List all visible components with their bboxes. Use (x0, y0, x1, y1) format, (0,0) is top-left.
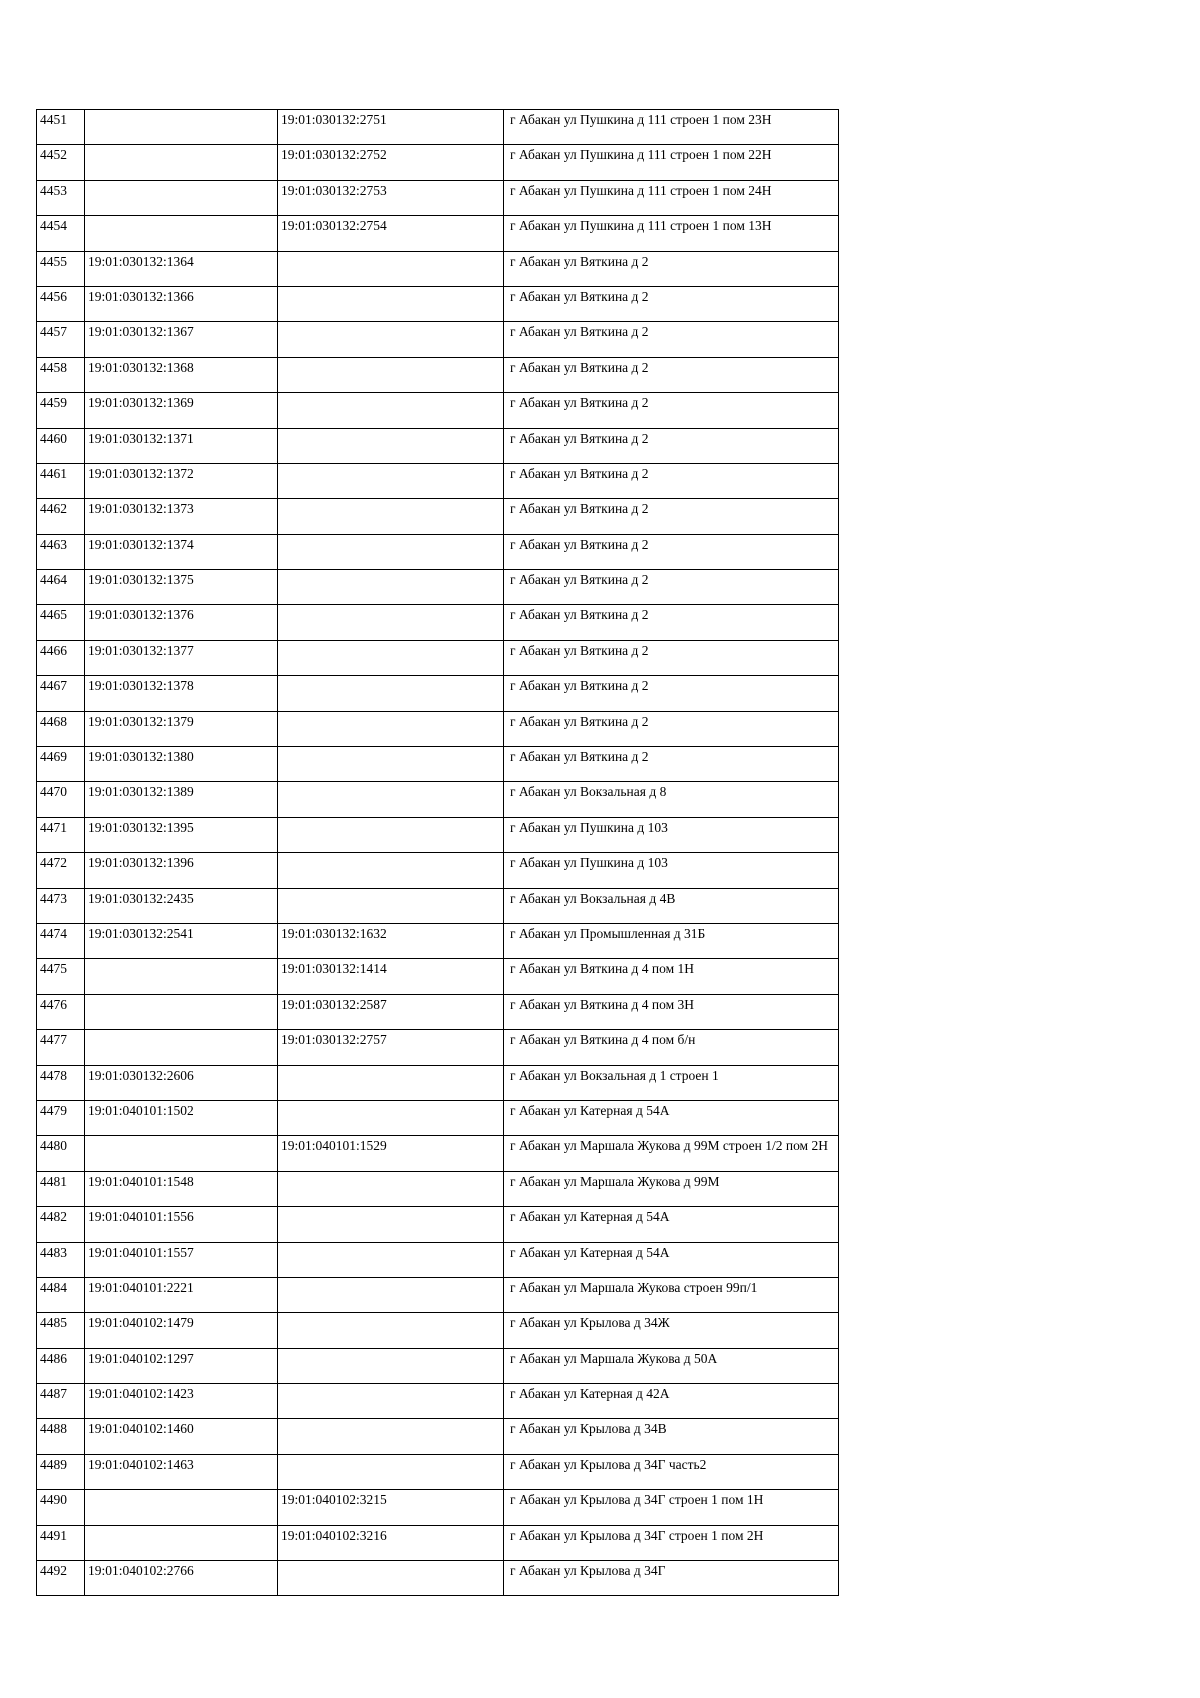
building-cadastral-number-cell (278, 605, 504, 640)
cadastral-number-cell: 19:01:030132:1378 (85, 676, 278, 711)
row-number-cell: 4464 (37, 570, 85, 605)
row-number-cell: 4473 (37, 888, 85, 923)
address-cell: г Абакан ул Крылова д 34В (504, 1419, 839, 1454)
address-cell: г Абакан ул Вокзальная д 4В (504, 888, 839, 923)
building-cadastral-number-cell (278, 251, 504, 286)
building-cadastral-number-cell (278, 676, 504, 711)
building-cadastral-number-cell (278, 1348, 504, 1383)
row-number-cell: 4488 (37, 1419, 85, 1454)
building-cadastral-number-cell (278, 570, 504, 605)
cadastral-number-cell: 19:01:030132:1377 (85, 640, 278, 675)
table-row (37, 1454, 839, 1489)
row-number-cell: 4463 (37, 534, 85, 569)
cadastral-number-cell: 19:01:040101:1556 (85, 1207, 278, 1242)
row-number-cell: 4461 (37, 463, 85, 498)
address-cell: г Абакан ул Пушкина д 111 строен 1 пом 23Н (504, 110, 839, 145)
building-cadastral-number-cell (278, 782, 504, 817)
table-row (37, 1100, 839, 1135)
address-cell: г Абакан ул Вяткина д 2 (504, 711, 839, 746)
table-row (37, 357, 839, 392)
row-number-cell: 4492 (37, 1561, 85, 1596)
cadastral-number-cell: 19:01:040101:2221 (85, 1277, 278, 1312)
cadastral-number-cell: 19:01:040101:1502 (85, 1100, 278, 1135)
cadastral-number-cell (85, 216, 278, 251)
row-number-cell: 4469 (37, 747, 85, 782)
cadastral-number-cell (85, 145, 278, 180)
cadastral-number-cell: 19:01:030132:1364 (85, 251, 278, 286)
cadastral-number-cell (85, 994, 278, 1029)
building-cadastral-number-cell: 19:01:040102:3216 (278, 1525, 504, 1560)
row-number-cell: 4485 (37, 1313, 85, 1348)
table-row (37, 1030, 839, 1065)
table-row (37, 534, 839, 569)
row-number-cell: 4459 (37, 393, 85, 428)
building-cadastral-number-cell (278, 534, 504, 569)
address-cell: г Абакан ул Пушкина д 111 строен 1 пом 22Н (504, 145, 839, 180)
cadastral-number-cell: 19:01:030132:1367 (85, 322, 278, 357)
building-cadastral-number-cell (278, 1384, 504, 1419)
row-number-cell: 4467 (37, 676, 85, 711)
building-cadastral-number-cell: 19:01:040101:1529 (278, 1136, 504, 1171)
registry-table-body (37, 110, 839, 1596)
row-number-cell: 4452 (37, 145, 85, 180)
building-cadastral-number-cell (278, 1454, 504, 1489)
row-number-cell: 4481 (37, 1171, 85, 1206)
address-cell: г Абакан ул Вяткина д 4 пом 1Н (504, 959, 839, 994)
table-row (37, 711, 839, 746)
row-number-cell: 4479 (37, 1100, 85, 1135)
building-cadastral-number-cell (278, 711, 504, 746)
table-row (37, 322, 839, 357)
row-number-cell: 4477 (37, 1030, 85, 1065)
address-cell: г Абакан ул Вяткина д 2 (504, 605, 839, 640)
table-row (37, 251, 839, 286)
table-row (37, 216, 839, 251)
row-number-cell: 4471 (37, 817, 85, 852)
cadastral-number-cell (85, 180, 278, 215)
address-cell: г Абакан ул Крылова д 34Г строен 1 пом 2Н (504, 1525, 839, 1560)
building-cadastral-number-cell (278, 463, 504, 498)
building-cadastral-number-cell (278, 853, 504, 888)
building-cadastral-number-cell (278, 428, 504, 463)
table-row (37, 1313, 839, 1348)
building-cadastral-number-cell: 19:01:040102:3215 (278, 1490, 504, 1525)
cadastral-number-cell: 19:01:040102:1460 (85, 1419, 278, 1454)
table-row (37, 1561, 839, 1596)
table-row (37, 853, 839, 888)
building-cadastral-number-cell (278, 888, 504, 923)
building-cadastral-number-cell (278, 393, 504, 428)
address-cell: г Абакан ул Крылова д 34Г строен 1 пом 1Н (504, 1490, 839, 1525)
table-row (37, 393, 839, 428)
cadastral-number-cell: 19:01:040101:1548 (85, 1171, 278, 1206)
address-cell: г Абакан ул Крылова д 34Ж (504, 1313, 839, 1348)
cadastral-number-cell: 19:01:030132:1372 (85, 463, 278, 498)
cadastral-number-cell (85, 1030, 278, 1065)
address-cell: г Абакан ул Пушкина д 111 строен 1 пом 13Н (504, 216, 839, 251)
cadastral-number-cell: 19:01:040102:2766 (85, 1561, 278, 1596)
building-cadastral-number-cell (278, 1277, 504, 1312)
address-cell: г Абакан ул Вокзальная д 8 (504, 782, 839, 817)
cadastral-number-cell: 19:01:030132:1371 (85, 428, 278, 463)
row-number-cell: 4458 (37, 357, 85, 392)
building-cadastral-number-cell (278, 1065, 504, 1100)
address-cell: г Абакан ул Катерная д 54А (504, 1100, 839, 1135)
building-cadastral-number-cell (278, 1171, 504, 1206)
table-row (37, 1419, 839, 1454)
address-cell: г Абакан ул Вяткина д 2 (504, 393, 839, 428)
cadastral-number-cell: 19:01:030132:1376 (85, 605, 278, 640)
address-cell: г Абакан ул Пушкина д 111 строен 1 пом 24Н (504, 180, 839, 215)
building-cadastral-number-cell (278, 1419, 504, 1454)
row-number-cell: 4470 (37, 782, 85, 817)
row-number-cell: 4475 (37, 959, 85, 994)
cadastral-number-cell: 19:01:040101:1557 (85, 1242, 278, 1277)
table-row (37, 1490, 839, 1525)
cadastral-number-cell: 19:01:030132:1374 (85, 534, 278, 569)
row-number-cell: 4476 (37, 994, 85, 1029)
row-number-cell: 4460 (37, 428, 85, 463)
address-cell: г Абакан ул Вяткина д 2 (504, 463, 839, 498)
cadastral-number-cell: 19:01:030132:1369 (85, 393, 278, 428)
row-number-cell: 4480 (37, 1136, 85, 1171)
address-cell: г Абакан ул Пушкина д 103 (504, 853, 839, 888)
address-cell: г Абакан ул Вяткина д 2 (504, 676, 839, 711)
cadastral-number-cell (85, 1136, 278, 1171)
cadastral-number-cell: 19:01:030132:2541 (85, 923, 278, 958)
building-cadastral-number-cell: 19:01:030132:2754 (278, 216, 504, 251)
row-number-cell: 4466 (37, 640, 85, 675)
property-registry-table (36, 109, 839, 1596)
table-row (37, 1277, 839, 1312)
cadastral-number-cell (85, 1525, 278, 1560)
address-cell: г Абакан ул Вяткина д 2 (504, 357, 839, 392)
table-row (37, 959, 839, 994)
building-cadastral-number-cell (278, 747, 504, 782)
table-row (37, 570, 839, 605)
table-row (37, 180, 839, 215)
table-row (37, 888, 839, 923)
row-number-cell: 4462 (37, 499, 85, 534)
building-cadastral-number-cell (278, 322, 504, 357)
address-cell: г Абакан ул Катерная д 42А (504, 1384, 839, 1419)
cadastral-number-cell (85, 110, 278, 145)
building-cadastral-number-cell: 19:01:030132:2757 (278, 1030, 504, 1065)
cadastral-number-cell (85, 959, 278, 994)
table-row (37, 747, 839, 782)
row-number-cell: 4457 (37, 322, 85, 357)
address-cell: г Абакан ул Вяткина д 2 (504, 499, 839, 534)
address-cell: г Абакан ул Вяткина д 2 (504, 286, 839, 321)
table-row (37, 145, 839, 180)
address-cell: г Абакан ул Вяткина д 4 пом 3Н (504, 994, 839, 1029)
building-cadastral-number-cell (278, 1207, 504, 1242)
table-row (37, 1065, 839, 1100)
cadastral-number-cell: 19:01:030132:1379 (85, 711, 278, 746)
row-number-cell: 4482 (37, 1207, 85, 1242)
table-row (37, 110, 839, 145)
address-cell: г Абакан ул Вяткина д 2 (504, 428, 839, 463)
building-cadastral-number-cell: 19:01:030132:2587 (278, 994, 504, 1029)
table-row (37, 994, 839, 1029)
row-number-cell: 4474 (37, 923, 85, 958)
table-row (37, 1384, 839, 1419)
cadastral-number-cell: 19:01:040102:1479 (85, 1313, 278, 1348)
building-cadastral-number-cell: 19:01:030132:2751 (278, 110, 504, 145)
address-cell: г Абакан ул Вяткина д 2 (504, 570, 839, 605)
address-cell: г Абакан ул Катерная д 54А (504, 1242, 839, 1277)
address-cell: г Абакан ул Вяткина д 2 (504, 251, 839, 286)
row-number-cell: 4486 (37, 1348, 85, 1383)
address-cell: г Абакан ул Крылова д 34Г (504, 1561, 839, 1596)
address-cell: г Абакан ул Промышленная д 31Б (504, 923, 839, 958)
cadastral-number-cell: 19:01:030132:1373 (85, 499, 278, 534)
building-cadastral-number-cell: 19:01:030132:2753 (278, 180, 504, 215)
cadastral-number-cell: 19:01:040102:1463 (85, 1454, 278, 1489)
cadastral-number-cell: 19:01:040102:1423 (85, 1384, 278, 1419)
cadastral-number-cell: 19:01:030132:1395 (85, 817, 278, 852)
table-row (37, 923, 839, 958)
address-cell: г Абакан ул Вяткина д 2 (504, 747, 839, 782)
table-row (37, 286, 839, 321)
cadastral-number-cell: 19:01:040102:1297 (85, 1348, 278, 1383)
row-number-cell: 4456 (37, 286, 85, 321)
table-row (37, 428, 839, 463)
table-row (37, 499, 839, 534)
cadastral-number-cell (85, 1490, 278, 1525)
row-number-cell: 4483 (37, 1242, 85, 1277)
row-number-cell: 4490 (37, 1490, 85, 1525)
row-number-cell: 4489 (37, 1454, 85, 1489)
cadastral-number-cell: 19:01:030132:1389 (85, 782, 278, 817)
building-cadastral-number-cell (278, 1242, 504, 1277)
building-cadastral-number-cell: 19:01:030132:1414 (278, 959, 504, 994)
building-cadastral-number-cell (278, 1313, 504, 1348)
table-row (37, 640, 839, 675)
cadastral-number-cell: 19:01:030132:2435 (85, 888, 278, 923)
table-row (37, 782, 839, 817)
address-cell: г Абакан ул Вяткина д 2 (504, 534, 839, 569)
row-number-cell: 4455 (37, 251, 85, 286)
cadastral-number-cell: 19:01:030132:1366 (85, 286, 278, 321)
address-cell: г Абакан ул Пушкина д 103 (504, 817, 839, 852)
cadastral-number-cell: 19:01:030132:1375 (85, 570, 278, 605)
row-number-cell: 4453 (37, 180, 85, 215)
building-cadastral-number-cell (278, 286, 504, 321)
row-number-cell: 4454 (37, 216, 85, 251)
building-cadastral-number-cell (278, 1100, 504, 1135)
building-cadastral-number-cell (278, 1561, 504, 1596)
building-cadastral-number-cell (278, 640, 504, 675)
cadastral-number-cell: 19:01:030132:1368 (85, 357, 278, 392)
table-row (37, 1136, 839, 1171)
row-number-cell: 4484 (37, 1277, 85, 1312)
address-cell: г Абакан ул Катерная д 54А (504, 1207, 839, 1242)
cadastral-number-cell: 19:01:030132:1380 (85, 747, 278, 782)
cadastral-number-cell: 19:01:030132:1396 (85, 853, 278, 888)
table-row (37, 605, 839, 640)
cadastral-number-cell: 19:01:030132:2606 (85, 1065, 278, 1100)
building-cadastral-number-cell: 19:01:030132:1632 (278, 923, 504, 958)
row-number-cell: 4472 (37, 853, 85, 888)
address-cell: г Абакан ул Маршала Жукова д 99М строен 1/2 пом 2Н (504, 1136, 839, 1171)
row-number-cell: 4465 (37, 605, 85, 640)
table-row (37, 676, 839, 711)
table-row (37, 1207, 839, 1242)
row-number-cell: 4487 (37, 1384, 85, 1419)
address-cell: г Абакан ул Маршала Жукова д 50А (504, 1348, 839, 1383)
address-cell: г Абакан ул Маршала Жукова д 99М (504, 1171, 839, 1206)
table-row (37, 1171, 839, 1206)
building-cadastral-number-cell (278, 357, 504, 392)
address-cell: г Абакан ул Маршала Жукова строен 99п/1 (504, 1277, 839, 1312)
row-number-cell: 4491 (37, 1525, 85, 1560)
table-row (37, 463, 839, 498)
address-cell: г Абакан ул Вяткина д 2 (504, 322, 839, 357)
table-row (37, 1525, 839, 1560)
address-cell: г Абакан ул Вяткина д 4 пом б/н (504, 1030, 839, 1065)
address-cell: г Абакан ул Вяткина д 2 (504, 640, 839, 675)
address-cell: г Абакан ул Крылова д 34Г часть2 (504, 1454, 839, 1489)
row-number-cell: 4468 (37, 711, 85, 746)
building-cadastral-number-cell (278, 817, 504, 852)
table-row (37, 1348, 839, 1383)
table-row (37, 817, 839, 852)
address-cell: г Абакан ул Вокзальная д 1 строен 1 (504, 1065, 839, 1100)
table-row (37, 1242, 839, 1277)
row-number-cell: 4478 (37, 1065, 85, 1100)
building-cadastral-number-cell (278, 499, 504, 534)
row-number-cell: 4451 (37, 110, 85, 145)
building-cadastral-number-cell: 19:01:030132:2752 (278, 145, 504, 180)
